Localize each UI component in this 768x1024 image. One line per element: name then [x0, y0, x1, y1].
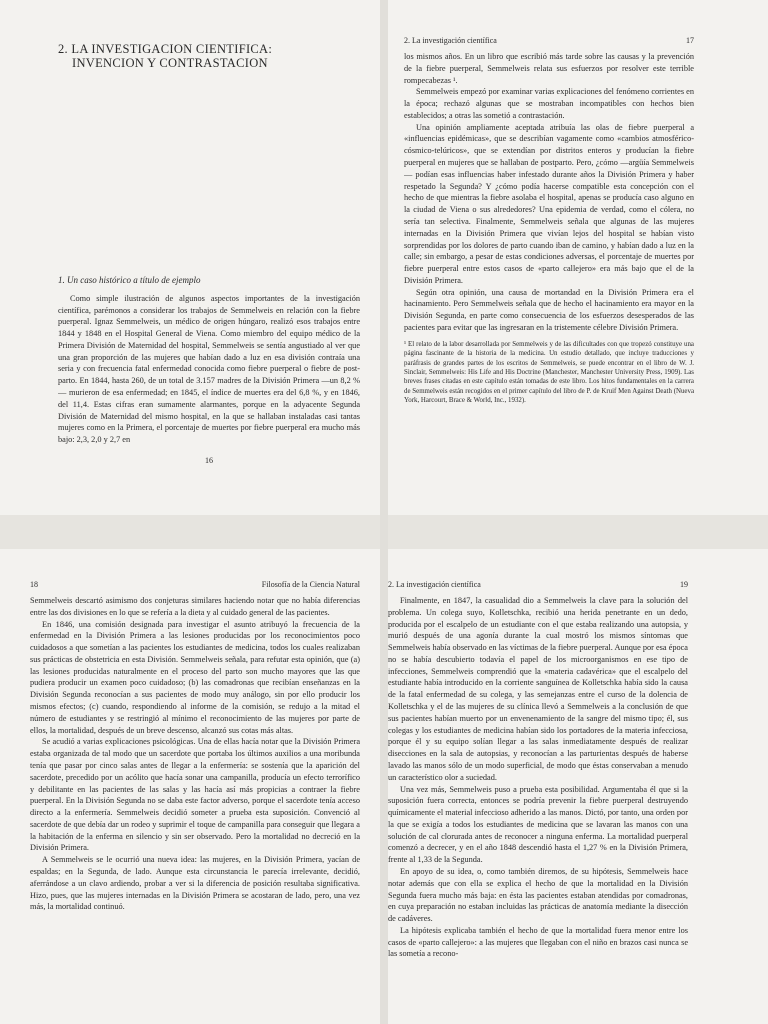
page-number: 18: [30, 580, 38, 589]
book-spine-shadow: [380, 0, 388, 1024]
footnote: ¹ El relato de la labor desarrollada por Semmelweis y de las dificultades con que tropezó constituye una página fascinante de la historia de la medicina. Un estudio detallado, que incluye traducciones y paráfrasis de grandes partes de los escritos de Semmelweis, se puede encontrar en el libro de W. J. Sinclair, Semmelweis: His Life and His Doctrine (Manchester, Manchester University Press, 1909). Las breves frases citadas en este capítulo están tomadas de este libro. Los hitos fundamentales en la carrera de Semmelweis están recogidos en el primer capítulo del libro de P. de Kruif Men Against Death (Nueva York, Harcourt, Brace & World, Inc., 1932).: [404, 340, 694, 405]
page-17: [404, 36, 694, 498]
chapter-title-line-1: 2. LA INVESTIGACION CIENTIFICA:: [58, 42, 273, 56]
folio: 16: [205, 455, 213, 465]
running-head: [30, 580, 360, 589]
paragraph: En 1846, una comisión designada para investigar el asunto atribuyó la frecuencia de la enfermedad en la División Primera a las lesiones producidas por los reconocimientos poco cuidadosos a que sometían a las pacientes los estudiantes de medicina, todos los cuales realizaban sus prácticas de obstetricia en esta División. Semmelweis señala, para refutar esta opinión, que (a) las lesiones producidas naturalmente en el proceso del parto son mucho mayores que las que pudiera producir un examen poco cuidadoso; (b) las comadronas que recibían enseñanzas en la División Segunda reconocían a sus pacientes de modo muy análogo, sin por ello producir los mismos efectos; (c) cuando, respondiendo al informe de la comisión, se redujo a la mitad el número de estudiantes y se restringió al mínimo el reconocimiento de las mujeres por parte de ellos, la mortalidad, después de un breve descenso, alcanzó sus cotas más altas.: [30, 619, 360, 735]
page-number: 19: [680, 580, 688, 589]
paragraph: los mismos años. En un libro que escribió más tarde sobre las causas y la prevención de la fiebre puerperal, Semmelweis relata sus esfuerzos por resolver este terrible rompecabezas ¹.: [404, 52, 694, 85]
paragraph: A Semmelweis se le ocurrió una nueva idea: las mujeres, en la División Primera, yacían de espaldas; en la Segunda, de lado. Aunque esta circunstancia le parecía irrelevante, decidió, aferrándose a un clavo ardiendo, probar a ver si la diferencia de posición resultaba significativa. Hizo, pues, que las mujeres internadas en la División Primera se acostaran de lado, pero, una vez más, la mortalidad continuó.: [30, 855, 360, 912]
page-18: [30, 580, 360, 1024]
paragraph: La hipótesis explicaba también el hecho de que la mortalidad fuera menor entre los casos de «parto callejero»: a las mujeres que llegaban con el niño en brazos casi nunca se las sometía a recono-: [388, 925, 688, 959]
paragraph: Semmelweis empezó por examinar varias explicaciones del fenómeno corrientes en la época; rechazó algunas que se mostraban incompatibles con hechos bien establecidos; a otras las sometió a contrastación.: [404, 87, 694, 120]
running-head: [388, 580, 688, 589]
paragraph: Como simple ilustración de algunos aspectos importantes de la investigación científica, parémonos a considerar los trabajos de Semmelweis en relación con la fiebre puerperal. Ignaz Semmelweis, un médico de origen húngaro, realizó esos trabajos entre 1844 y 1848 en el Hospital General de Viena. Como miembro del equipo médico de la Primera División de Maternidad del hospital, Semmelweis se sentía angustiado al ver que una gran proporción de las mujeres que habían dado a luz en esa división contraía una seria y con frecuencia fatal enfermedad conocida como fiebre puerperal o fiebre de post-parto. En 1844, hasta 260, de un total de 3.157 madres de la División Primera —un 8,2 %— murieron de esa enfermedad; en 1845, el índice de muertes era del 6,8 %, y en 1846, del 11,4. Estas cifras eran sumamente alarmantes, porque en la adyacente Segunda División de Maternidad del mismo hospital, en la que se hallaban instaladas casi tantas mujeres como en la Primera, el porcentaje de muertes por fiebre puerperal era mucho más bajo: 2,3, 2,0 y 2,7 en: [58, 293, 360, 445]
page-number: 17: [686, 36, 694, 45]
running-head-title: 2. La investigación científica: [388, 580, 481, 589]
chapter-title-line-2: INVENCION Y CONTRASTACION: [72, 56, 268, 71]
paragraph: Semmelweis descartó asimismo dos conjeturas similares haciendo notar que no había diferencias entre las dos divisiones en lo que se refería a la dieta y al cuidado general de las pacientes.: [30, 596, 360, 617]
paragraph: Se acudió a varias explicaciones psicológicas. Una de ellas hacía notar que la División Primera estaba organizada de tal modo que un sacerdote que portaba los últimos auxilios a una moribunda tenía que pasar por cinco salas antes de llegar a la enfermería: se sostenía que la aparición del sacerdote, precedido por un acólito que hacía sonar una campanilla, producía un efecto terrorífico y debilitante en las pacientes de las salas y las hacía así más propicias a contraer la fiebre puerperal. En la División Segunda no se daba este factor adverso, porque el sacerdote tenía acceso directo a la enfermería. Semmelweis decidió someter a prueba esta suposición. Convenció al sacerdote de que debía dar un rodeo y suprimir el toque de campanilla para conseguir que llegara a la habitación de la enferma en silencio y sin ser observado. Pero la mortalidad no decreció en la División Primera.: [30, 737, 360, 853]
paragraph: Finalmente, en 1847, la casualidad dio a Semmelweis la clave para la solución del problema. Un colega suyo, Kolletschka, recibió una herida penetrante en un dedo, producida por el escalpelo de un estudiante con el que estaba realizando una autopsia, y murió después de una agonía durante la cual mostró los mismos síntomas que Semmelweis había observado en las víctimas de la fiebre puerperal. Aunque por esa época no se había descubierto todavía el papel de los microorganismos en ese tipo de infecciones, Semmelweis comprendió que la «materia cadavérica» que el escalpelo del estudiante había introducido en la corriente sanguínea de Kolletschka había sido la causa de la fatal enfermedad de su colega, y las semejanzas entre el curso de la dolencia de Kolletschka y el de las mujeres de su clínica llevó a Semmelweis a la conclusión de que sus pacientes habían muerto por un envenenamiento de la sangre del mismo tipo; él, sus colegas y los estudiantes de medicina habían sido los portadores de la materia infecciosa, porque él y su equipo solían llegar a las salas inmediatamente después de realizar disecciones en la sala de autopsias, y reconocían a las parturientas después de haberse lavado las manos sólo de un modo superficial, de modo que éstas conservaban a menudo un característico olor a suciedad.: [388, 596, 688, 782]
paragraph: Una vez más, Semmelweis puso a prueba esta posibilidad. Argumentaba él que si la suposición fuera correcta, entonces se podría prevenir la fiebre puerperal destruyendo químicamente el material infeccioso adherido a las manos. Dictó, por tanto, una orden por la que se exigía a todos los estudiantes de medicina que se lavaran las manos con una solución de cal clorurada antes de reconocer a ninguna enferma. La mortalidad puerperal comenzó a decrecer, y en el año 1848 descendió hasta el 1,27 % en la División Primera, frente al 1,33 de la Segunda.: [388, 784, 688, 865]
page-16: [58, 36, 360, 498]
running-head-title: Filosofía de la Ciencia Natural: [261, 580, 360, 589]
page-19-body: [388, 595, 688, 960]
page-17-body: [404, 51, 694, 334]
running-head-title: 2. La investigación científica: [404, 36, 497, 45]
page-18-body: [30, 595, 360, 913]
paragraph: Según otra opinión, una causa de mortandad en la División Primera era el hacinamiento. Pero Semmelweis señala que de hecho el hacinamiento era mayor en la División Segunda, en parte como consecuencia de los esfuerzos desesperados de las pacientes para evitar que las ingresaran en la tristemente célebre División Primera.: [404, 287, 694, 332]
chapter-title: [58, 42, 360, 71]
page-19: [388, 580, 688, 1024]
running-head: [404, 36, 694, 45]
section-title: 1. Un caso histórico a título de ejemplo: [58, 274, 201, 285]
page-16-body: [58, 293, 360, 446]
paragraph: En apoyo de su idea, o, como también diremos, de su hipótesis, Semmelweis hace notar además que con ella se explica el hecho de que la mortalidad en la División Segunda fuera mucho más baja: en ésta las pacientes estaban atendidas por comadronas, en cuya preparación no estaban incluidas las prácticas de anatomía mediante la disección de cadáveres.: [388, 866, 688, 924]
paragraph: Una opinión ampliamente aceptada atribuía las olas de fiebre puerperal a «influencias epidémicas», que se describían vagamente como «cambios atmosférico-cósmico-telúricos», que se extendían por distritos enteros y producían la fiebre puerperal en mujeres que se hallaban de postparto. Pero, ¿cómo —argüía Semmelweis— podían esas influencias haber infestado durante años la División Primera y haber respetado la Segunda? Y ¿cómo podía hacerse compatible esta concepción con el hecho de que mientras la fiebre asolaba el hospital, apenas se producía caso alguno en la ciudad de Viena o sus alrededores? Una epidemia de verdad, como el cólera, no sería tan selectiva. Finalmente, Semmelweis señala que algunas de las mujeres internadas en la División Primera que vivían lejos del hospital se habían visto sorprendidas por los dolores de parto cuando iban de camino, y habían dado a luz en la calle; sin embargo, a pesar de estas condiciones adversas, el porcentaje de muertes por fiebre puerperal entre estos casos de «parto callejero» era más bajo que el de la División Primera.: [404, 122, 694, 285]
